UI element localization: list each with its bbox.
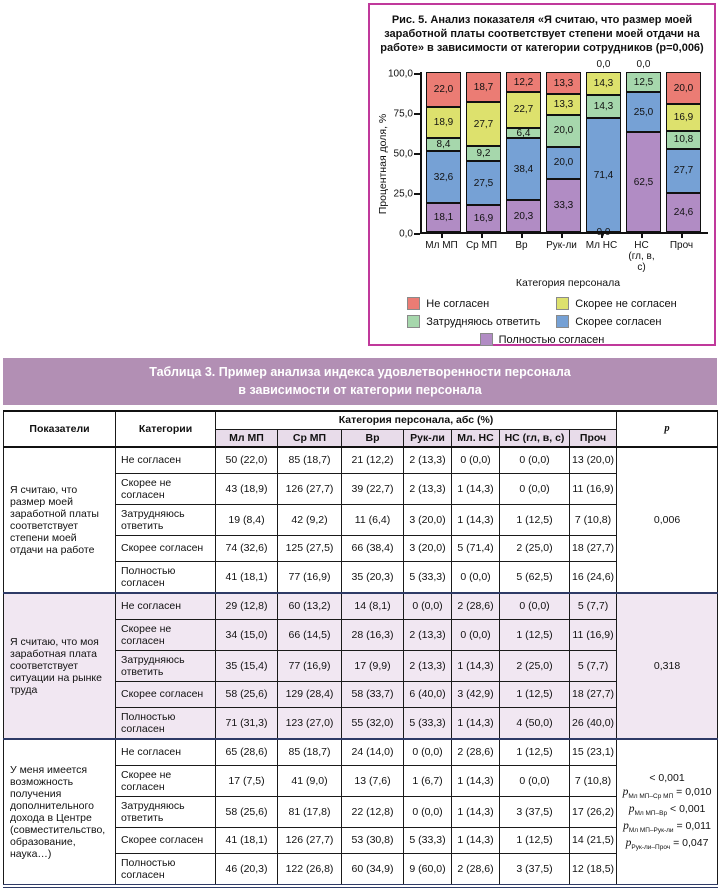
category-cell: Затрудняюсь ответить (116, 796, 216, 827)
bar-segment: 12,2 (506, 72, 541, 92)
category-cell: Скорее не согласен (116, 619, 216, 650)
value-cell: 42 (9,2) (278, 504, 342, 535)
value-cell: 24 (14,0) (342, 739, 404, 765)
x-tick-text: Мл НС (585, 240, 618, 252)
value-cell: 7 (10,8) (570, 765, 617, 796)
value-cell: 4 (50,0) (500, 707, 570, 739)
table-row (4, 593, 718, 619)
value-cell: 7 (10,8) (570, 504, 617, 535)
value-cell: 0 (0,0) (500, 473, 570, 504)
table-row (4, 447, 718, 473)
zero-label-base: 0,0 (596, 227, 611, 239)
p-value-line: < 0,001 (649, 772, 685, 785)
bar-segment: 13,3 (546, 72, 581, 93)
table-section (3, 358, 717, 888)
value-cell: 1 (14,3) (452, 765, 500, 796)
value-cell: 29 (12,8) (216, 593, 278, 619)
value-cell: 50 (22,0) (216, 447, 278, 473)
header-p: p (617, 411, 718, 447)
value-cell: 12 (18,5) (570, 853, 617, 886)
figure-title: Рис. 5. Анализ показателя «Я считаю, что размер моей заработной платы соответствует степени моей отдачи на работе» в зависимости от категории сотрудников (p=0,006) (380, 14, 704, 55)
bar-segment: 18,1 (426, 203, 461, 232)
bar-segment: 25,0 (626, 92, 661, 132)
bar-Мл МП (426, 72, 461, 232)
bar-segment: 24,6 (666, 193, 701, 232)
category-cell: Не согласен (116, 447, 216, 473)
table-block-2 (4, 593, 718, 739)
p-value-line: $p_{Мл МП-Вр} < 0,001$ (628, 803, 706, 818)
figure-panel (368, 3, 716, 346)
value-cell: 0 (0,0) (500, 593, 570, 619)
category-cell: Не согласен (116, 593, 216, 619)
value-cell: 1 (14,3) (452, 473, 500, 504)
bar-Мл НС (586, 59, 621, 239)
legend-label: Скорее согласен (575, 315, 662, 328)
header-col: Мл. НС (452, 429, 500, 447)
legend-swatch (556, 315, 569, 328)
header-categories: Категории (116, 411, 216, 447)
y-tick-label: 100,0 (387, 68, 413, 80)
value-cell: 0 (0,0) (452, 447, 500, 473)
bar-НС (гл, в, с) (626, 59, 661, 232)
x-tick-label (424, 234, 459, 273)
value-cell: 46 (20,3) (216, 853, 278, 886)
value-cell: 17 (26,2) (570, 796, 617, 827)
bar-segment: 10,8 (666, 131, 701, 148)
legend-label: Скорее не согласен (575, 297, 677, 310)
value-cell: 41 (18,1) (216, 562, 278, 594)
value-cell: 3 (37,5) (500, 853, 570, 886)
value-cell: 26 (40,0) (570, 707, 617, 739)
value-cell: 3 (20,0) (404, 536, 452, 562)
value-cell: 77 (16,9) (278, 650, 342, 681)
x-tick-mark (521, 234, 523, 238)
table-row (4, 739, 718, 765)
value-cell: 1 (14,3) (452, 827, 500, 853)
x-tick-mark (681, 234, 683, 238)
value-cell: 17 (9,9) (342, 650, 404, 681)
value-cell: 0 (0,0) (500, 447, 570, 473)
category-cell: Скорее согласен (116, 681, 216, 707)
value-cell: 22 (12,8) (342, 796, 404, 827)
legend-item (407, 297, 540, 310)
p-value-line: $p_{Рук-ли-Проч} = 0,047$ (625, 836, 709, 851)
value-cell: 55 (32,0) (342, 707, 404, 739)
p-value-line: $p_{Мл МП-Ср МП} = 0,010$ (622, 786, 712, 801)
bar-segment: 71,4 (586, 118, 621, 232)
value-cell: 18 (27,7) (570, 536, 617, 562)
table-header (4, 411, 718, 447)
value-cell: 81 (17,8) (278, 796, 342, 827)
plot-area (420, 59, 708, 239)
bar-segment: 20,0 (546, 115, 581, 147)
category-cell: Скорее согласен (116, 827, 216, 853)
table-title-line2: в зависимости от категории персонала (238, 383, 482, 398)
bar-segment: 14,3 (586, 72, 621, 95)
value-cell: 1 (12,5) (500, 504, 570, 535)
header-col: Проч (570, 429, 617, 447)
bar-segment: 22,7 (506, 92, 541, 128)
value-cell: 19 (8,4) (216, 504, 278, 535)
bar-segment: 22,0 (426, 72, 461, 107)
value-cell: 77 (16,9) (278, 562, 342, 594)
y-axis (385, 68, 420, 240)
bar-segment: 16,9 (666, 104, 701, 131)
bars-row (426, 59, 701, 239)
legend-item (407, 315, 540, 328)
value-cell: 18 (27,7) (570, 681, 617, 707)
x-tick-mark (641, 234, 643, 238)
legend-swatch (407, 315, 420, 328)
x-tick-label (584, 234, 619, 273)
x-tick-text: Вр (515, 240, 528, 252)
value-cell: 71 (31,3) (216, 707, 278, 739)
legend-item (556, 297, 676, 310)
value-cell: 3 (37,5) (500, 796, 570, 827)
value-cell: 9 (60,0) (404, 853, 452, 886)
value-cell: 5 (33,3) (404, 827, 452, 853)
x-tick-text: Проч (669, 240, 694, 252)
legend-item (556, 315, 676, 328)
value-cell: 1 (14,3) (452, 796, 500, 827)
value-cell: 5 (71,4) (452, 536, 500, 562)
value-cell: 123 (27,0) (278, 707, 342, 739)
value-cell: 0 (0,0) (500, 765, 570, 796)
value-cell: 60 (13,2) (278, 593, 342, 619)
value-cell: 1 (14,3) (452, 707, 500, 739)
value-cell: 11 (16,9) (570, 619, 617, 650)
category-cell: Полностью согласен (116, 853, 216, 886)
stacked-bar-chart (370, 59, 714, 240)
value-cell: 11 (6,4) (342, 504, 404, 535)
category-cell: Затрудняюсь ответить (116, 650, 216, 681)
bar-segment: 62,5 (626, 132, 661, 232)
value-cell: 58 (25,6) (216, 796, 278, 827)
indicator-cell: Я считаю, что моя заработная плата соответствует ситуации на рынке труда (4, 593, 116, 739)
value-cell: 3 (20,0) (404, 504, 452, 535)
x-tick-text: Ср МП (465, 240, 498, 252)
header-col: Вр (342, 429, 404, 447)
value-cell: 1 (14,3) (452, 504, 500, 535)
x-tick-label (464, 234, 499, 273)
value-cell: 15 (23,1) (570, 739, 617, 765)
value-cell: 74 (32,6) (216, 536, 278, 562)
x-tick-label (664, 234, 699, 273)
value-cell: 1 (12,5) (500, 681, 570, 707)
value-cell: 11 (16,9) (570, 473, 617, 504)
value-cell: 14 (8,1) (342, 593, 404, 619)
category-cell: Не согласен (116, 739, 216, 765)
table-block-3 (4, 739, 718, 886)
value-cell: 2 (25,0) (500, 650, 570, 681)
bar-segment: 20,0 (666, 72, 701, 104)
value-cell: 1 (12,5) (500, 619, 570, 650)
value-cell: 41 (18,1) (216, 827, 278, 853)
value-cell: 125 (27,5) (278, 536, 342, 562)
value-cell: 65 (28,6) (216, 739, 278, 765)
bar-segment: 27,5 (466, 161, 501, 205)
value-cell: 60 (34,9) (342, 853, 404, 886)
value-cell: 2 (13,3) (404, 619, 452, 650)
value-cell: 2 (28,6) (452, 739, 500, 765)
y-tick-label: 75,0 (393, 108, 413, 120)
table-title-line1: Таблица 3. Пример анализа индекса удовлетворенности персонала (149, 365, 571, 379)
value-cell: 34 (15,0) (216, 619, 278, 650)
value-cell: 2 (25,0) (500, 536, 570, 562)
value-cell: 5 (33,3) (404, 562, 452, 594)
bar-segment: 20,3 (506, 200, 541, 232)
value-cell: 13 (7,6) (342, 765, 404, 796)
value-cell: 1 (14,3) (452, 650, 500, 681)
value-cell: 17 (7,5) (216, 765, 278, 796)
indicator-cell: Я считаю, что размер моей заработной платы соответствует степени моей отдачи на работе (4, 447, 116, 593)
header-col: Мл МП (216, 429, 278, 447)
value-cell: 21 (12,2) (342, 447, 404, 473)
results-table (3, 410, 718, 888)
x-axis-labels (424, 234, 714, 273)
chart-legend (377, 297, 707, 346)
legend-item (480, 333, 605, 346)
bar-Рук-ли (546, 72, 581, 232)
value-cell: 66 (38,4) (342, 536, 404, 562)
value-cell: 2 (28,6) (452, 593, 500, 619)
category-cell: Полностью согласен (116, 562, 216, 594)
value-cell: 129 (28,4) (278, 681, 342, 707)
bar-segment: 33,3 (546, 179, 581, 232)
category-cell: Скорее согласен (116, 536, 216, 562)
bar-segment: 27,7 (666, 149, 701, 193)
category-cell: Скорее не согласен (116, 473, 216, 504)
p-value-cell (617, 593, 718, 739)
bar-segment: 32,6 (426, 151, 461, 203)
value-cell: 35 (15,4) (216, 650, 278, 681)
value-cell: 85 (18,7) (278, 447, 342, 473)
table-title (3, 358, 717, 405)
value-cell: 13 (20,0) (570, 447, 617, 473)
y-axis-title: Процентная доля, % (377, 113, 389, 215)
value-cell: 43 (18,9) (216, 473, 278, 504)
value-cell: 0 (0,0) (404, 593, 452, 619)
value-cell: 58 (33,7) (342, 681, 404, 707)
x-tick-text: НС (634, 240, 649, 252)
bar-Ср МП (466, 72, 501, 232)
x-tick-mark (481, 234, 483, 238)
header-col: НС (гл, в, с) (500, 429, 570, 447)
value-cell: 5 (7,7) (570, 593, 617, 619)
value-cell: 1 (12,5) (500, 827, 570, 853)
legend-swatch (407, 297, 420, 310)
x-tick-text: Мл МП (425, 240, 458, 252)
bar-segment: 9,2 (466, 146, 501, 161)
zero-label-above: 0,0 (636, 59, 651, 71)
indicator-cell: У меня имеется возможность получения дополнительного дохода в Центре (совместительство, образование, наука…) (4, 739, 116, 886)
bar-segment: 12,5 (626, 72, 661, 92)
value-cell: 16 (24,6) (570, 562, 617, 594)
value-cell: 5 (7,7) (570, 650, 617, 681)
p-value-line: 0,318 (653, 659, 681, 672)
value-cell: 3 (42,9) (452, 681, 500, 707)
p-value-cell (617, 739, 718, 886)
bar-segment: 13,3 (546, 94, 581, 115)
x-tick-text: (гл, в, с) (628, 251, 655, 274)
value-cell: 35 (20,3) (342, 562, 404, 594)
y-tick-label: 25,0 (393, 188, 413, 200)
legend-label: Полностью согласен (498, 333, 605, 346)
value-cell: 0 (0,0) (404, 739, 452, 765)
header-indicators: Показатели (4, 411, 116, 447)
value-cell: 1 (12,5) (500, 739, 570, 765)
value-cell: 0 (0,0) (452, 619, 500, 650)
legend-swatch (556, 297, 569, 310)
value-cell: 39 (22,7) (342, 473, 404, 504)
value-cell: 0 (0,0) (452, 562, 500, 594)
value-cell: 2 (28,6) (452, 853, 500, 886)
category-cell: Полностью согласен (116, 707, 216, 739)
value-cell: 5 (62,5) (500, 562, 570, 594)
value-cell: 66 (14,5) (278, 619, 342, 650)
header-col: Рук-ли (404, 429, 452, 447)
x-tick-mark (561, 234, 563, 238)
value-cell: 41 (9,0) (278, 765, 342, 796)
bar-segment: 14,3 (586, 95, 621, 118)
value-cell: 53 (30,8) (342, 827, 404, 853)
x-tick-label (504, 234, 539, 273)
bar-segment: 20,0 (546, 147, 581, 179)
y-tick-label: 0,0 (399, 228, 413, 240)
zero-label-above: 0,0 (596, 59, 611, 71)
bar-segment: 6,4 (506, 128, 541, 138)
header-col: Ср МП (278, 429, 342, 447)
legend-label: Затрудняюсь ответить (426, 315, 541, 328)
x-tick-mark (441, 234, 443, 238)
value-cell: 0 (0,0) (404, 796, 452, 827)
p-value-cell (617, 447, 718, 593)
y-tick-label: 50,0 (393, 148, 413, 160)
category-cell: Скорее не согласен (116, 765, 216, 796)
value-cell: 2 (13,3) (404, 473, 452, 504)
p-value-line: $p_{Мл МП-Рук-ли} = 0,011$ (623, 820, 712, 835)
value-cell: 6 (40,0) (404, 681, 452, 707)
value-cell: 14 (21,5) (570, 827, 617, 853)
value-cell: 85 (18,7) (278, 739, 342, 765)
category-cell: Затрудняюсь ответить (116, 504, 216, 535)
p-value-line: 0,006 (653, 514, 681, 527)
value-cell: 126 (27,7) (278, 827, 342, 853)
value-cell: 126 (27,7) (278, 473, 342, 504)
value-cell: 58 (25,6) (216, 681, 278, 707)
x-tick-label (624, 234, 659, 273)
value-cell: 2 (13,3) (404, 650, 452, 681)
x-tick-text: Рук-ли (546, 240, 577, 252)
value-cell: 5 (33,3) (404, 707, 452, 739)
value-cell: 2 (13,3) (404, 447, 452, 473)
table-block-1 (4, 447, 718, 593)
header-group: Категория персонала, абс (%) (216, 411, 617, 429)
bar-segment: 8,4 (426, 138, 461, 151)
x-axis-title: Категория персонала (515, 277, 621, 290)
x-tick-label (544, 234, 579, 273)
value-cell: 28 (16,3) (342, 619, 404, 650)
value-cell: 122 (26,8) (278, 853, 342, 886)
bar-segment: 18,7 (466, 72, 501, 102)
bar-Проч (666, 72, 701, 232)
bar-segment: 38,4 (506, 138, 541, 199)
legend-swatch (480, 333, 493, 346)
bar-Вр (506, 72, 541, 232)
bar-segment: 16,9 (466, 205, 501, 232)
value-cell: 1 (6,7) (404, 765, 452, 796)
bar-segment: 18,9 (426, 107, 461, 137)
bar-segment: 27,7 (466, 102, 501, 146)
legend-label: Не согласен (426, 297, 490, 310)
